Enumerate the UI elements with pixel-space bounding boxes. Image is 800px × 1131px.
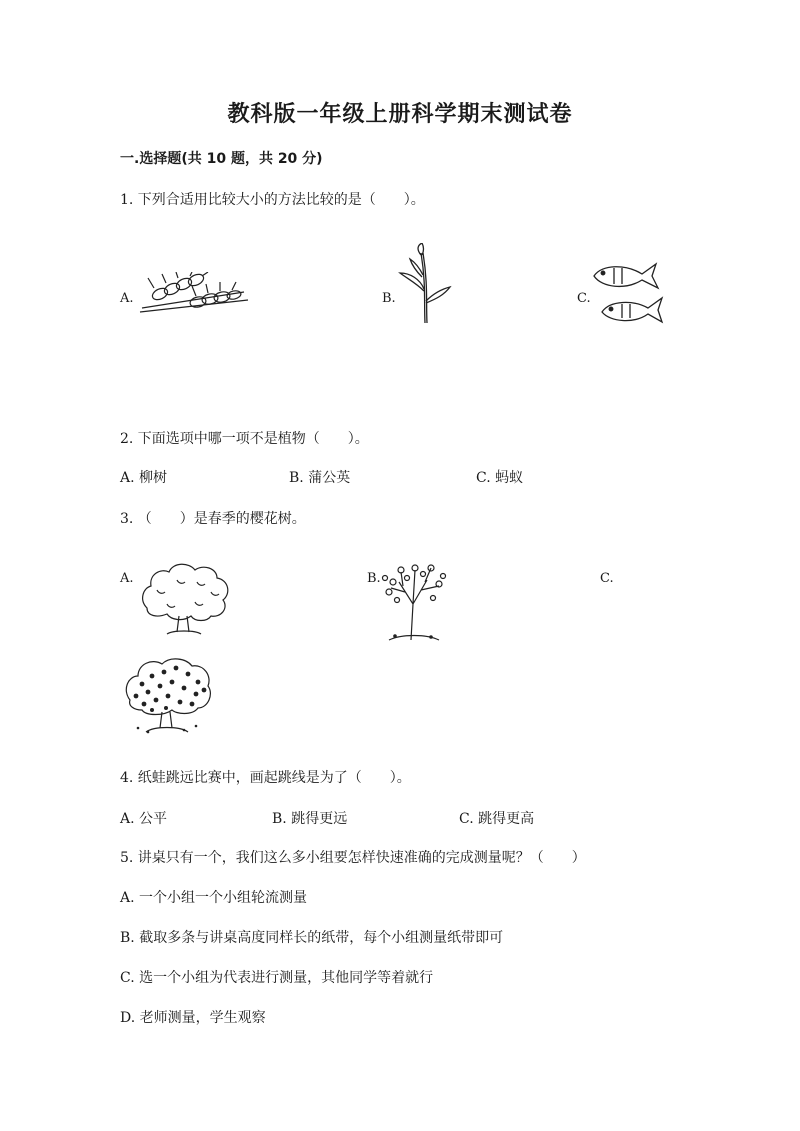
q5-option-d: D. 老师测量，学生观察 bbox=[120, 1010, 266, 1026]
seedling-icon bbox=[396, 243, 452, 325]
q3-option-b-label: B. bbox=[367, 571, 381, 586]
flowering-tree-icon bbox=[122, 654, 214, 736]
q4-option-a: A. 公平 bbox=[120, 811, 168, 827]
q1-option-c-label: C. bbox=[577, 291, 591, 306]
q5-option-c: C. 选一个小组为代表进行测量，其他同学等着就行 bbox=[120, 970, 434, 986]
bare-tree-icon bbox=[381, 560, 451, 642]
question-4-stem: 4. 纸蛙跳远比赛中，画起跳线是为了（ ）。 bbox=[120, 770, 411, 786]
q2-option-b: B. 蒲公英 bbox=[289, 470, 351, 486]
q1-option-a-label: A. bbox=[120, 291, 134, 306]
q2-option-a: A. 柳树 bbox=[120, 470, 168, 486]
q1-option-b-label: B. bbox=[382, 291, 396, 306]
leafy-tree-icon bbox=[137, 560, 233, 640]
q4-option-b: B. 跳得更远 bbox=[272, 811, 348, 827]
question-3-stem: 3. （ ）是春季的樱花树。 bbox=[120, 511, 306, 527]
q3-option-c-label: C. bbox=[600, 571, 614, 586]
question-2-stem: 2. 下面选项中哪一项不是植物（ ）。 bbox=[120, 431, 369, 447]
q3-option-a-label: A. bbox=[120, 571, 134, 586]
question-1-stem: 1. 下列合适用比较大小的方法比较的是（ ）。 bbox=[120, 192, 425, 208]
q5-option-b: B. 截取多条与讲桌高度同样长的纸带，每个小组测量纸带即可 bbox=[120, 930, 504, 946]
q5-option-a: A. 一个小组一个小组轮流测量 bbox=[120, 890, 308, 906]
page-title: 教科版一年级上册科学期末测试卷 bbox=[227, 102, 573, 127]
q2-option-c: C. 蚂蚁 bbox=[476, 470, 524, 486]
q4-option-c: C. 跳得更高 bbox=[459, 811, 535, 827]
section-heading: 一.选择题(共 10 题，共 20 分) bbox=[120, 151, 323, 167]
question-5-stem: 5. 讲桌只有一个，我们这么多小组要怎样快速准确的完成测量呢？（ ） bbox=[120, 850, 586, 866]
wheat-ears-icon bbox=[138, 272, 250, 316]
two-fish-icon bbox=[590, 258, 666, 330]
